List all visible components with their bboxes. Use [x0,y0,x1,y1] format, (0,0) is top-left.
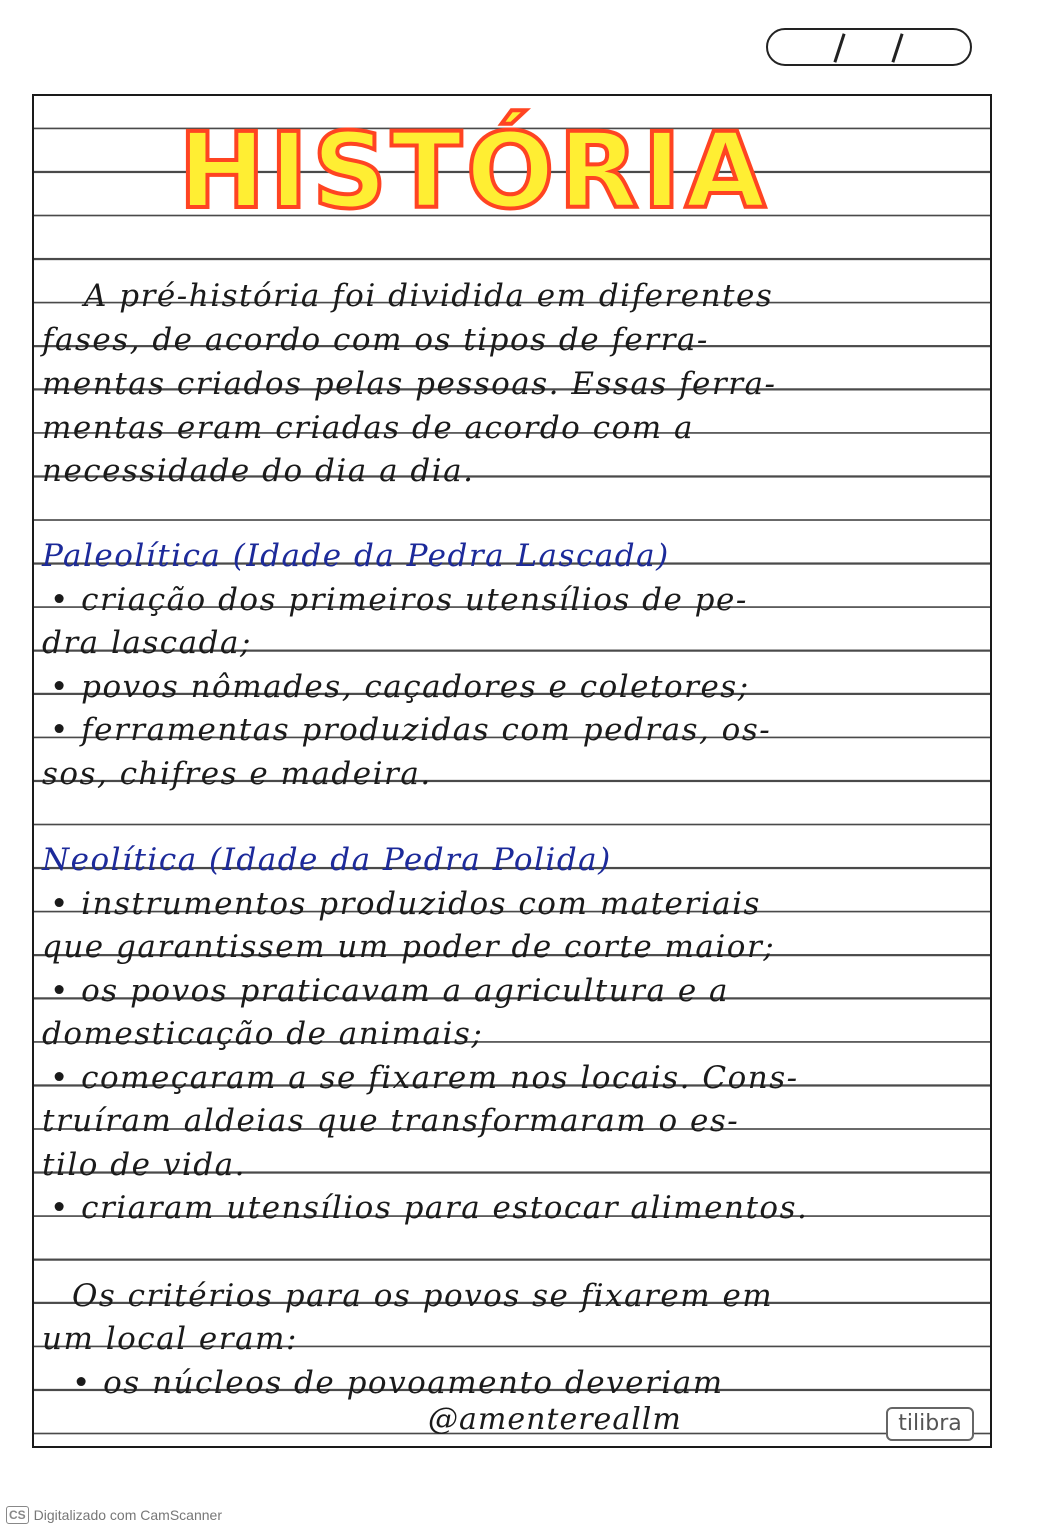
bullet-line: • instrumentos produzidos com materiais [50,886,761,922]
text-line: mentas criados pelas pessoas. Essas ferra- [42,366,777,402]
brand-logo: tilibra [886,1407,974,1441]
scanner-text: Digitalizado com CamScanner [33,1507,222,1523]
text-line: sos, chifres e madeira. [42,756,432,792]
bullet-line: • começaram a se fixarem nos locais. Cons- [50,1060,799,1096]
bullet-line: • povos nômades, caçadores e coletores; [50,669,750,705]
author-signature: @amentereallm [428,1402,682,1437]
section-heading-neolitica: Neolítica (Idade da Pedra Polida) [42,842,612,878]
text-line: mentas eram criadas de acordo com a [42,410,694,446]
text-line: truíram aldeias que transformaram o es- [42,1103,740,1139]
bullet-line: • criação dos primeiros utensílios de pe- [50,582,748,618]
bullet-line: • ferramentas produzidas com pedras, os- [50,712,772,748]
bullet-line: • criaram utensílios para estocar alimentos. [50,1190,809,1226]
text-line: tilo de vida. [42,1147,246,1183]
bullet-line: • os povos praticavam a agricultura e a [50,973,730,1009]
text-line: fases, de acordo com os tipos de ferra- [42,322,709,358]
date-box [766,28,972,66]
section-heading-paleolitica: Paleolítica (Idade da Pedra Lascada) [42,538,670,574]
scanner-watermark [6,1504,222,1526]
text-line: necessidade do dia a dia. [42,453,475,489]
text-line: que garantissem um poder de corte maior; [42,929,776,965]
notebook-page [32,94,992,1448]
date-slash-2 [891,33,903,62]
text-line: Os critérios para os povos se fixarem em [72,1278,774,1314]
camscanner-icon: CS [6,1506,29,1524]
date-slash-1 [833,33,845,62]
text-line: A pré-história foi dividida em diferentes [84,278,774,314]
bullet-line: • os núcleos de povoamento deveriam [72,1365,724,1401]
text-line: domesticação de animais; [42,1016,484,1052]
text-line: dra lascada; [42,625,252,661]
text-line: um local eram: [42,1321,298,1357]
page-title: HISTÓRIA [178,110,770,232]
